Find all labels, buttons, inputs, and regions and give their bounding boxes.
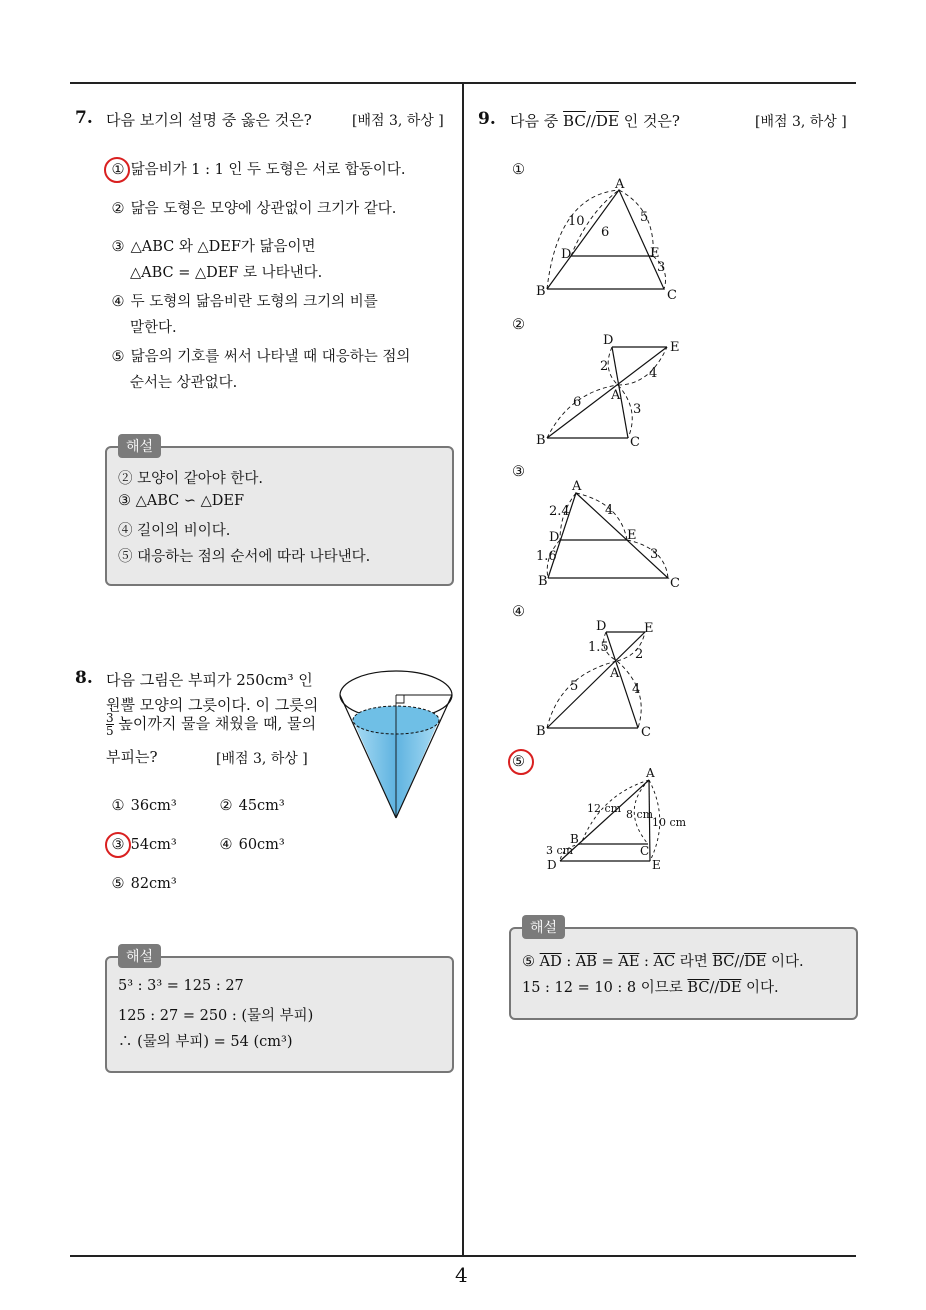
svg-text:E: E — [652, 858, 661, 872]
svg-text:B: B — [536, 724, 546, 739]
svg-text:C: C — [670, 576, 680, 591]
svg-text:D: D — [603, 333, 614, 348]
svg-text:4: 4 — [605, 503, 614, 518]
svg-text:E: E — [650, 246, 660, 261]
q7-question: 다음 보기의 설명 중 옳은 것은? — [106, 111, 312, 129]
q7-explanation-line: ② 모양이 같아야 한다. — [118, 471, 263, 487]
q8-option-3[interactable]: ③ 54cm³ — [111, 837, 177, 853]
svg-text:B: B — [536, 284, 546, 299]
q8-option-1[interactable]: ① 36cm³ — [111, 798, 177, 814]
q9-score: [배점 3, 하상 ] — [755, 114, 847, 130]
q8-question-line2: 원뿔 모양의 그릇이다. 이 그릇의 — [106, 696, 319, 714]
cone-figure — [336, 666, 458, 824]
svg-text:6: 6 — [573, 395, 582, 410]
svg-text:3: 3 — [633, 402, 642, 417]
svg-text:C: C — [667, 288, 677, 303]
q9-explanation-box — [509, 927, 858, 1020]
bottom-rule — [70, 1255, 856, 1257]
svg-text:D: D — [549, 530, 560, 545]
q9-answer-mark — [508, 749, 534, 775]
q7-answer-mark — [104, 157, 130, 183]
q8-question-line1: 다음 그림은 부피가 250cm³ 인 — [106, 671, 313, 689]
svg-text:12 cm: 12 cm — [587, 802, 622, 815]
q8-question-line3: $\frac{3}{5}$ 높이까지 물을 채웠을 때, 물의 — [106, 711, 317, 738]
svg-text:C: C — [640, 844, 650, 858]
svg-text:A: A — [572, 479, 582, 494]
svg-text:3: 3 — [650, 547, 659, 562]
svg-text:6: 6 — [601, 225, 610, 240]
q8-number: 8. — [75, 668, 93, 688]
svg-text:C: C — [630, 435, 640, 450]
q8-option-4[interactable]: ④ 60cm³ — [219, 837, 285, 853]
q7-explanation-line: ④ 길이의 비이다. — [118, 523, 231, 539]
svg-text:D: D — [547, 858, 557, 872]
q8-explanation-line: ∴ (물의 부피) = 54 (cm³) — [118, 1034, 293, 1050]
svg-text:8 cm: 8 cm — [626, 808, 654, 821]
svg-text:3 cm: 3 cm — [546, 844, 574, 857]
q9-explanation-line: ⑤ $\overline{AD}$ : $\overline{AB} = \overline{AE}$ : $\overline{AC}$ 라면 $\overline{BC}//\overline{DE}$ 이다. — [522, 954, 804, 970]
q8-explanation-line: 5³ : 3³ = 125 : 27 — [118, 978, 244, 994]
q7-number: 7. — [75, 108, 93, 128]
svg-text:4: 4 — [649, 366, 658, 381]
svg-text:3: 3 — [657, 260, 666, 275]
q9-option-5[interactable]: ⑤ — [512, 754, 525, 770]
svg-text:E: E — [670, 340, 680, 355]
page-number: 4 — [455, 1263, 468, 1287]
q9-option-3[interactable]: ③ — [512, 464, 525, 480]
svg-text:A: A — [611, 388, 621, 403]
q7-option-4[interactable]: ④ 두 도형의 닮음비란 도형의 크기의 비를 말한다. — [111, 294, 378, 336]
svg-text:B: B — [538, 574, 548, 589]
q9-figure-4 — [530, 615, 690, 745]
svg-text:5: 5 — [570, 679, 579, 694]
svg-text:B: B — [536, 433, 546, 448]
svg-text:10: 10 — [568, 214, 585, 229]
q9-option-2[interactable]: ② — [512, 317, 525, 333]
svg-text:2: 2 — [600, 359, 609, 374]
q7-option-2[interactable]: ② 닮음 도형은 모양에 상관없이 크기가 같다. — [111, 201, 397, 217]
q9-figure-2 — [530, 330, 690, 450]
q9-option-1[interactable]: ① — [512, 162, 525, 178]
q7-explanation-tag: 해설 — [118, 434, 161, 458]
svg-text:4: 4 — [632, 682, 641, 697]
svg-text:2.4: 2.4 — [549, 504, 570, 519]
svg-text:E: E — [644, 621, 654, 636]
svg-text:A: A — [646, 766, 655, 780]
svg-text:A: A — [610, 666, 620, 681]
q9-question: 다음 중 $\overline{BC}//\overline{DE}$ 인 것은? — [510, 112, 680, 130]
q7-option-5[interactable]: ⑤ 닮음의 기호를 써서 나타낼 때 대응하는 점의 순서는 상관없다. — [111, 349, 411, 391]
q7-option-1[interactable]: ① 닮음비가 1 : 1 인 두 도형은 서로 합동이다. — [111, 162, 406, 178]
svg-text:10 cm: 10 cm — [652, 816, 687, 829]
svg-text:D: D — [596, 619, 607, 634]
svg-text:E: E — [627, 528, 637, 543]
svg-text:1.5: 1.5 — [588, 640, 609, 655]
q8-explanation-tag: 해설 — [118, 944, 161, 968]
q9-number: 9. — [478, 109, 496, 129]
svg-text:2: 2 — [635, 647, 644, 662]
svg-text:A: A — [615, 177, 625, 192]
svg-text:D: D — [561, 247, 572, 262]
svg-text:1.6: 1.6 — [536, 549, 557, 564]
q7-explanation-line: ③ △ABC ∽ △DEF — [118, 493, 245, 509]
q8-answer-mark — [105, 832, 131, 858]
q8-option-2[interactable]: ② 45cm³ — [219, 798, 285, 814]
q7-score: [배점 3, 하상 ] — [352, 113, 444, 129]
svg-text:5: 5 — [640, 210, 649, 225]
svg-text:C: C — [641, 725, 651, 740]
q8-explanation-line: 125 : 27 = 250 : (물의 부피) — [118, 1008, 314, 1024]
q7-explanation-line: ⑤ 대응하는 점의 순서에 따라 나타낸다. — [118, 549, 371, 565]
q9-figure-5 — [540, 765, 690, 875]
q9-figure-3 — [530, 478, 690, 593]
q9-explanation-line: 15 : 12 = 10 : 8 이므로 $\overline{BC}//\overline{DE}$ 이다. — [522, 980, 779, 996]
q9-figure-1 — [530, 175, 690, 305]
q8-score: [배점 3, 하상 ] — [216, 751, 308, 767]
fraction-three-fifths: $\frac{3}{5}$ — [106, 711, 114, 738]
column-divider — [462, 84, 464, 1257]
q7-option-3[interactable]: ③ △ABC 와 △DEF가 닮음이면 △ABC = △DEF 로 나타낸다. — [111, 239, 323, 281]
q8-question-line4: 부피는? — [106, 748, 158, 766]
q8-option-5[interactable]: ⑤ 82cm³ — [111, 876, 177, 892]
q9-option-4[interactable]: ④ — [512, 604, 525, 620]
q9-explanation-tag: 해설 — [522, 915, 565, 939]
svg-text:B: B — [570, 832, 579, 846]
